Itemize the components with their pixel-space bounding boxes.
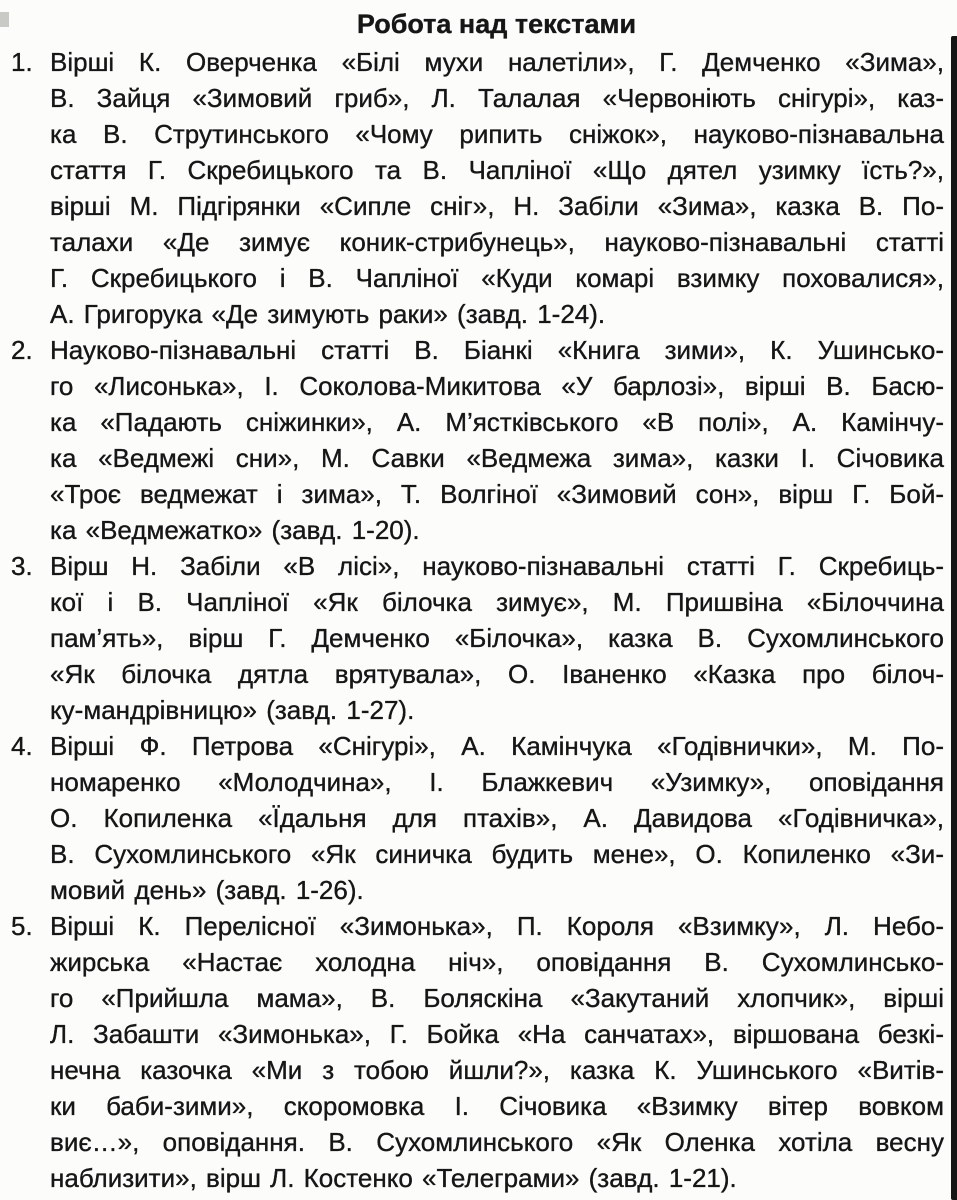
scan-edge-bar-artifact (951, 36, 957, 1200)
text-line: го «Прийшла мама», В. Боляскіна «Закутаний хлопчик», вірші (50, 983, 944, 1013)
list-item (0, 908, 957, 1196)
list-item-text (50, 44, 957, 332)
list-item (0, 728, 957, 908)
list-item-number: 1. (11, 47, 33, 77)
text-line: Г. Скребицького і В. Чапліної «Куди комарі взимку поховалися», (50, 263, 944, 293)
list-item-number: 4. (11, 731, 33, 761)
text-line: «Троє ведмежат і зима», Т. Волгіної «Зимовий сон», вірш Г. Бой- (50, 479, 944, 509)
text-line: О. Копиленка «Їдальня для птахів», А. Давидова «Годівничка», (50, 803, 944, 833)
page-title: Робота над текстами (356, 9, 637, 39)
scan-corner-artifact (0, 12, 9, 27)
text-line: кої і В. Чапліної «Як білочка зимує», М. Пришвіна «Білоччина (50, 587, 944, 617)
text-work-list (0, 44, 957, 1196)
text-line: ка В. Струтинського «Чому рипить сніжок», науково-пізнавальна (50, 119, 944, 149)
text-line: пам’ять», вірш Г. Демченко «Білочка», казка В. Сухомлинського (50, 623, 944, 653)
text-line: В. Зайця «Зимовий гриб», Л. Талалая «Червоніють снігурі», каз- (50, 83, 944, 113)
text-line: жирська «Настає холодна ніч», оповідання В. Сухомлинсько- (50, 947, 944, 977)
text-line: ки баби-зими», скоромовка І. Січовика «Взимку вітер вовком (50, 1091, 944, 1121)
list-item-number: 2. (11, 335, 33, 365)
text-line: вірші М. Підгірянки «Сипле сніг», Н. Забіли «Зима», казка В. По- (50, 191, 944, 221)
text-line: Л. Забашти «Зимонька», Г. Бойка «На санчатах», віршована безкі- (50, 1019, 944, 1049)
list-item-text (50, 908, 957, 1196)
text-line: ка «Ведмежатко» (завд. 1-20). (50, 515, 420, 545)
text-line: наблизити», вірш Л. Костенко «Телеграми» (завд. 1-21). (50, 1163, 737, 1193)
list-item-text (50, 548, 957, 728)
text-line: ка «Ведмежі сни», М. Савки «Ведмежа зима», казки І. Січовика (50, 443, 944, 473)
text-line: стаття Г. Скребицького та В. Чапліної «Що дятел узимку їсть?», (50, 155, 944, 185)
text-line: го «Лисонька», І. Соколова-Микитова «У барлозі», вірші В. Басю- (50, 371, 944, 401)
text-line: «Як білочка дятла врятувала», О. Іваненко «Казка про білоч- (50, 659, 944, 689)
text-line: Вірші Ф. Петрова «Снігурі», А. Камінчука «Годівнички», М. По- (50, 731, 944, 761)
text-line: нечна казочка «Ми з тобою йшли?», казка К. Ушинського «Витів- (50, 1055, 944, 1085)
text-line: талахи «Де зимує коник-стрибунець», науково-пізнавальні статті (50, 227, 944, 257)
text-line: ку-мандрівницю» (завд. 1-27). (50, 695, 415, 725)
text-line: Вірші К. Перелісної «Зимонька», П. Короля «Взимку», Л. Небо- (50, 911, 944, 941)
list-item-text (50, 332, 957, 548)
list-item (0, 44, 957, 332)
list-item-text (50, 728, 957, 908)
text-line: Вірш Н. Забіли «В лісі», науково-пізнавальні статті Г. Скребиць- (50, 551, 944, 581)
text-line: номаренко «Молодчина», І. Блажкевич «Узимку», оповідання (50, 767, 944, 797)
text-line: виє…», оповідання. В. Сухомлинського «Як Оленка хотіла весну (50, 1127, 944, 1157)
list-item (0, 332, 957, 548)
list-item (0, 548, 957, 728)
text-line: мовий день» (завд. 1-26). (50, 875, 364, 905)
text-line: Науково-пізнавальні статті В. Біанкі «Книга зими», К. Ушинсько- (50, 335, 944, 365)
text-line: А. Григорука «Де зимують раки» (завд. 1-24). (50, 299, 606, 329)
text-line: Вірші К. Оверченка «Білі мухи налетіли», Г. Демченко «Зима», (50, 47, 944, 77)
text-line: ка «Падають сніжинки», А. М’ястківського «В полі», А. Камінчу- (50, 407, 944, 437)
text-line: В. Сухомлинського «Як синичка будить мене», О. Копиленко «Зи- (50, 839, 944, 869)
list-item-number: 3. (11, 551, 33, 581)
list-item-number: 5. (11, 911, 33, 941)
